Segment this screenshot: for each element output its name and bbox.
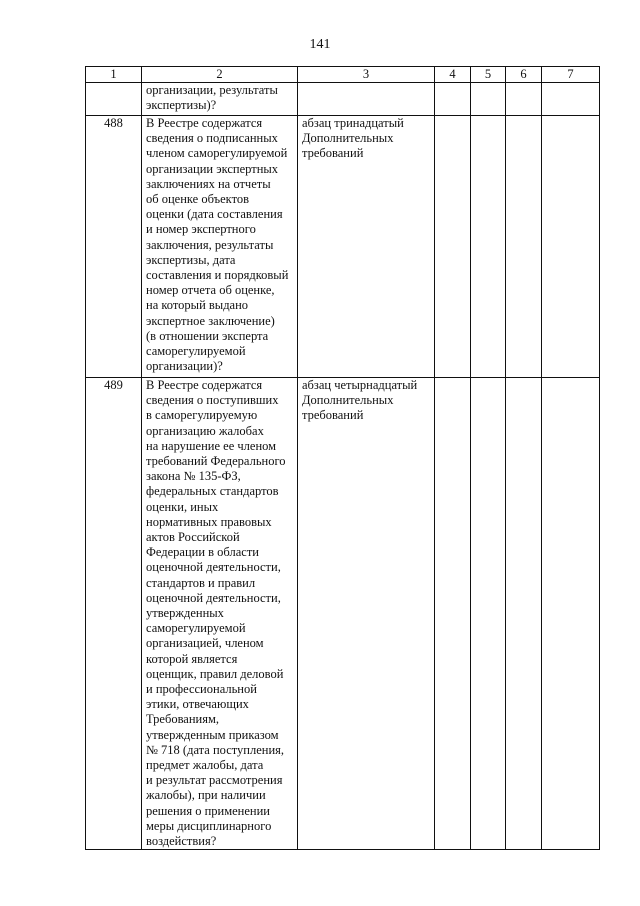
- column-header-1: 1: [86, 67, 142, 83]
- cell-col4: [435, 378, 471, 850]
- cell-col7: [542, 116, 600, 378]
- reference-cell: абзац тринадцатый Дополнительных требований: [298, 116, 435, 378]
- cell-col6: [506, 378, 542, 850]
- table-row: [86, 378, 600, 850]
- cell-col7: [542, 83, 600, 116]
- question-cell: организации, результаты экспертизы)?: [142, 83, 298, 116]
- column-header-3: 3: [298, 67, 435, 83]
- column-header-2: 2: [142, 67, 298, 83]
- cell-col5: [471, 116, 506, 378]
- cell-col5: [471, 83, 506, 116]
- cell-col4: [435, 116, 471, 378]
- cell-col4: [435, 83, 471, 116]
- cell-col6: [506, 116, 542, 378]
- question-cell: В Реестре содержатся сведения о подписанных членом саморегулируемой организации экспертных заключениях на отчеты об оценке объектов оценки (дата составления и номер экспертного заключения, результаты экспертизы, дата составления и порядковый номер отчета об оценке, на который выдано экспертное заключение) (в отношении эксперта саморегулируемой организации)?: [142, 116, 298, 378]
- question-cell: В Реестре содержатся сведения о поступивших в саморегулируемую организацию жалобах на нарушение ее членом требований Федерального закона № 135-ФЗ, федеральных стандартов оценки, иных нормативных правовых актов Российской Федерации в области оценочной деятельности, стандартов и правил оценочной деятельности, утвержденных саморегулируемой организацией, членом которой является оценщик, правил деловой и профессиональной этики, отвечающих Требованиям, утвержденным приказом № 718 (дата поступления, предмет жалобы, дата и результат рассмотрения жалобы), при наличии решения о применении меры дисциплинарного воздействия?: [142, 378, 298, 850]
- cell-col7: [542, 378, 600, 850]
- cell-col5: [471, 378, 506, 850]
- reference-cell: [298, 83, 435, 116]
- checklist-table: [85, 66, 600, 850]
- column-header-4: 4: [435, 67, 471, 83]
- table-header-row: [86, 67, 600, 83]
- column-header-7: 7: [542, 67, 600, 83]
- column-header-6: 6: [506, 67, 542, 83]
- column-header-5: 5: [471, 67, 506, 83]
- cell-col6: [506, 83, 542, 116]
- row-number: 489: [86, 378, 142, 850]
- row-number: [86, 83, 142, 116]
- table-row: [86, 116, 600, 378]
- page-number: 141: [309, 37, 331, 52]
- row-number: 488: [86, 116, 142, 378]
- table-row: [86, 83, 600, 116]
- reference-cell: абзац четырнадцатый Дополнительных требований: [298, 378, 435, 850]
